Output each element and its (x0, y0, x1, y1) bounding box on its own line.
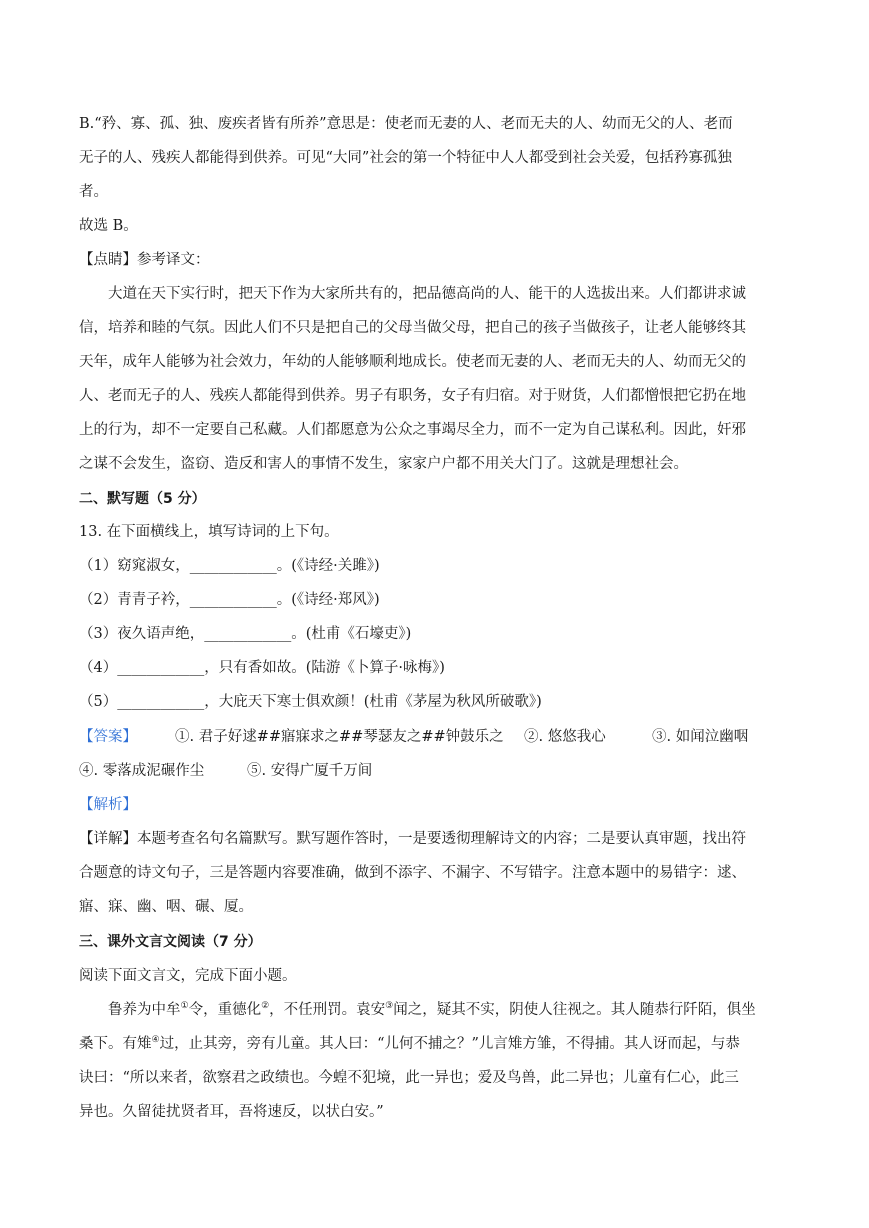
answer-row (79, 727, 748, 747)
question-item: （3）夜久语声绝，____________。(杜甫《石壕吏》) (79, 626, 412, 642)
answer-item: ⑤. 安得广厦千万间 (247, 763, 373, 779)
text-segment: 闻之，疑其不实，阴使人往视之。其人随恭行阡陌，俱坐 (393, 1002, 756, 1018)
analysis-line: 【详解】本题考查名句名篇默写。默写题作答时，一是要透彻理解诗文的内容；二是要认真审题，找出符 (79, 831, 746, 847)
translation-line: 人、老而无子的人、残疾人都能得到供养。男子有职务，女子有归宿。对于财货，人们都憎恨把它扔在地 (79, 388, 746, 404)
text-segment: 过，止其旁，旁有儿童。其人曰：“儿何不捕之？”儿言雉方雏，不得捕。其人讶而起，与恭 (159, 1036, 740, 1052)
classical-text-line (108, 1000, 756, 1020)
answer-item: ③. 如闻泣幽咽 (652, 729, 749, 745)
footnote-mark: ① (180, 1001, 189, 1012)
footnote-mark: ② (261, 1001, 270, 1012)
translation-line: 信，培养和睦的气氛。因此人们不只是把自己的父母当做父母，把自己的孩子当做孩子，让老人能够终其 (79, 320, 746, 336)
question-item: （2）青青子衿，____________。(《诗经·郑风》) (79, 592, 380, 608)
classical-text-line: 异也。久留徒扰贤者耳，吾将速反，以状白安。” (79, 1104, 384, 1120)
classical-text-line: 诀曰：“所以来者，欲察君之政绩也。今蝗不犯境，此一异也；爱及鸟兽，此二异也；儿童有仁心，此三 (79, 1070, 739, 1086)
translation-line: 天年，成年人能够为社会效力，年幼的人能够顺利地成长。使老而无妻的人、老而无夫的人、幼而无父的 (79, 354, 746, 370)
section-heading: 二、默写题（5 分） (79, 491, 206, 507)
analysis-line: 寤、寐、幽、咽、碾、厦。 (79, 899, 253, 915)
footnote-mark: ④ (151, 1035, 160, 1046)
text-line: 者。 (79, 184, 108, 200)
answer-row (79, 761, 372, 781)
footnote-mark: ③ (385, 1001, 394, 1012)
text-segment: 鲁养为中牟 (108, 1002, 181, 1018)
text-line: B.“矜、寡、孤、独、废疾者皆有所养”意思是：使老而无妻的人、老而无夫的人、幼而无父的人、老而 (79, 116, 733, 132)
question-stem: 13. 在下面横线上，填写诗词的上下句。 (79, 524, 339, 540)
question-item: （5）____________，大庇天下寒士俱欢颜！(杜甫《茅屋为秋风所破歌》) (79, 694, 542, 710)
reading-instruction: 阅读下面文言文，完成下面小题。 (79, 968, 297, 984)
analysis-line: 合题意的诗文句子，三是答题内容要准确，做到不添字、不漏字、不写错字。注意本题中的易错字：逑、 (79, 865, 746, 881)
answer-item: ①. 君子好逑##寤寐求之##琴瑟友之##钟鼓乐之 (175, 729, 504, 745)
translation-line: 之谋不会发生，盗窃、造反和害人的事情不发生，家家户户都不用关大门了。这就是理想社会。 (79, 456, 688, 472)
answer-item: ②. 悠悠我心 (524, 729, 606, 745)
text-segment: 桑下。有雉 (79, 1036, 152, 1052)
section-heading: 三、课外文言文阅读（7 分） (79, 934, 262, 950)
answer-item: ④. 零落成泥碾作尘 (79, 763, 205, 779)
text-segment: ，不任刑罚。袁安 (269, 1002, 386, 1018)
text-line: 故选 B。 (79, 218, 138, 234)
dianjing-heading: 【点睛】参考译文： (79, 252, 210, 268)
translation-line: 上的行为，却不一定要自己私藏。人们都愿意为公众之事竭尽全力，而不一定为自己谋私利。因此，奸邪 (79, 422, 746, 438)
translation-line: 大道在天下实行时，把天下作为大家所共有的，把品德高尚的人、能干的人选拔出来。人们都讲求诚 (108, 286, 746, 302)
question-item: （4）____________，只有香如故。(陆游《卜算子·咏梅》) (79, 660, 445, 676)
classical-text-line (79, 1034, 740, 1054)
analysis-label: 【解析】 (79, 797, 137, 813)
text-line: 无子的人、残疾人都能得到供养。可见“大同”社会的第一个特征中人人都受到社会关爱，包括矜寡孤独 (79, 150, 732, 166)
question-item: （1）窈窕淑女，____________。(《诗经·关雎》) (79, 558, 380, 574)
answer-label: 【答案】 (79, 729, 137, 745)
text-segment: 令，重德化 (188, 1002, 262, 1018)
